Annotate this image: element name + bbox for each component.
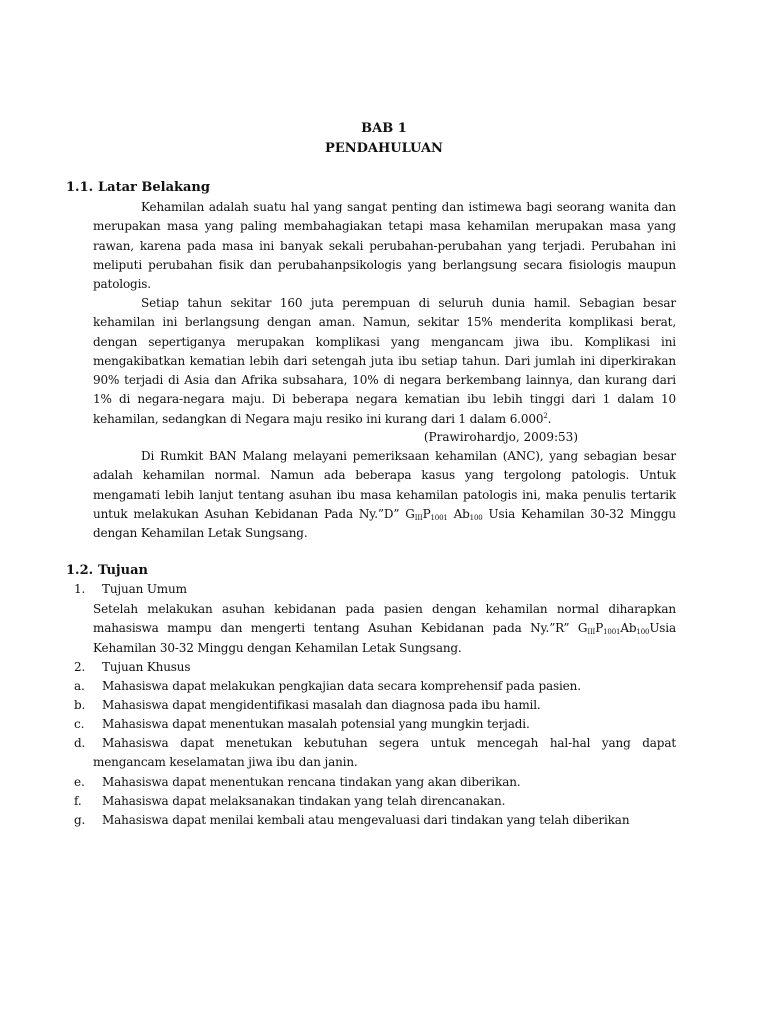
list-text: Mahasiswa dapat melakukan pengkajian data secara komprehensif pada pasien. (102, 679, 581, 693)
section-heading-tujuan (66, 561, 148, 581)
chapter-title: PENDAHULUAN (325, 141, 443, 156)
list-text: Mahasiswa dapat menilai kembali atau mengevaluasi dari tindakan yang telah diberikan (102, 813, 630, 827)
section-number: 1.2. (66, 563, 94, 578)
tujuan-umum-text (93, 600, 676, 658)
list-marker: g. (74, 813, 86, 827)
para-sub: 1001 (603, 628, 621, 637)
section-title: Tujuan (98, 563, 148, 578)
list-marker: 1. (74, 582, 86, 596)
section-number: 1.1. (66, 180, 94, 195)
paragraph-1: Kehamilan adalah suatu hal yang sangat penting dan istimewa bagi seorang wanita dan merupakan masa yang paling membahagiakan tetapi masa kehamilan merupakan masa yang rawan, karena pada masa ini banyak sekali perubahan-perubahan yang terjadi. Perubahan ini meliputi perubahan fisik dan perubahanpsikologis yang berlangsung secara fisiologis maupun patologis. (93, 200, 676, 292)
abortus: Ab (620, 621, 637, 636)
paragraph-2 (93, 294, 676, 429)
section-heading-latar-belakang (66, 178, 210, 198)
list-marker: a. (74, 679, 85, 693)
gravida-sub: III (587, 628, 596, 637)
abortus-sub: 100 (469, 513, 483, 522)
citation: (Prawirohardjo, 2009:53) (423, 430, 578, 444)
paragraph-3-text: Di Rumkit BAN Malang melayani pemeriksaan kehamilan (ANC), yang sebagian besar adalah kehamilan normal. Namun ada beberapa kasus yang tergolong patologis. Untuk mengamati lebih lanjut tentang asuhan ibu masa kehamilan patologis ini, maka penulis tertarik untuk melakukan Asuhan Kebidanan Pada Ny.”D” G (93, 449, 676, 521)
list-text: Mahasiswa dapat menetukan kebutuhan segera untuk mencegah hal-hal yang dapat mengancam keselamatan jiwa ibu dan janin. (93, 736, 676, 770)
para-sub: 1001 (430, 513, 448, 522)
list-text: Mahasiswa dapat menentukan masalah potensial yang mungkin terjadi. (102, 717, 530, 731)
list-marker: 2. (74, 660, 86, 674)
section-title: Latar Belakang (98, 180, 210, 195)
tujuan-umum-text-start: Setelah melakukan asuhan kebidanan pada pasien dengan kehamilan normal diharapkan mahasiswa mampu dan mengerti tentang Asuhan Kebidanan pada Ny.”R” G (93, 602, 676, 636)
paragraph-3 (93, 447, 676, 543)
list-marker: e. (74, 775, 85, 789)
list-text: Mahasiswa dapat mengidentifikasi masalah dan diagnosa pada ibu hamil. (102, 698, 541, 712)
gravida-sub: III (414, 513, 423, 522)
footnote-marker: 2 (543, 411, 548, 420)
list-text: Mahasiswa dapat melaksanakan tindakan yang telah direncanakan. (102, 794, 506, 808)
abortus: Ab (447, 506, 470, 521)
para-p: P (595, 621, 604, 636)
list-label: Tujuan Umum (102, 582, 187, 596)
list-marker: f. (74, 794, 82, 808)
list-marker: b. (74, 698, 86, 712)
list-marker: c. (74, 717, 85, 731)
tujuan-umum-text-end: Usia Kehamilan 30-32 Minggu dengan Kehamilan Letak Sungsang. (93, 621, 676, 655)
chapter-number: BAB 1 (361, 121, 407, 136)
list-text: Mahasiswa dapat menentukan rencana tindakan yang akan diberikan. (102, 775, 521, 789)
list-marker: d. (74, 736, 86, 750)
paragraph-2-end: . (547, 411, 552, 426)
abortus-sub: 100 (636, 628, 650, 637)
para-p: P (422, 506, 431, 521)
paragraph-3-end: Usia Kehamilan 30-32 Minggu dengan Kehamilan Letak Sungsang. (93, 506, 676, 541)
paragraph-2-text: Setiap tahun sekitar 160 juta perempuan di seluruh dunia hamil. Sebagian besar kehamilan ini berlangsung dengan aman. Namun, sekitar 15% menderita komplikasi berat, dengan sepertiganya merupakan komplikasi yang mengancam jiwa ibu. Komplikasi ini mengakibatkan kematian lebih dari setengah juta ibu setiap tahun. Dari jumlah ini diperkirakan 90% terjadi di Asia dan Afrika subsahara, 10% di negara berkembang lainnya, dan kurang dari 1% di negara-negara maju. Di beberapa negara kematian ibu lebih tinggi dari 1 dalam 10 kehamilan, sedangkan di Negara maju resiko ini kurang dari 1 dalam 6.000 (93, 296, 676, 426)
list-label: Tujuan Khusus (102, 660, 191, 674)
